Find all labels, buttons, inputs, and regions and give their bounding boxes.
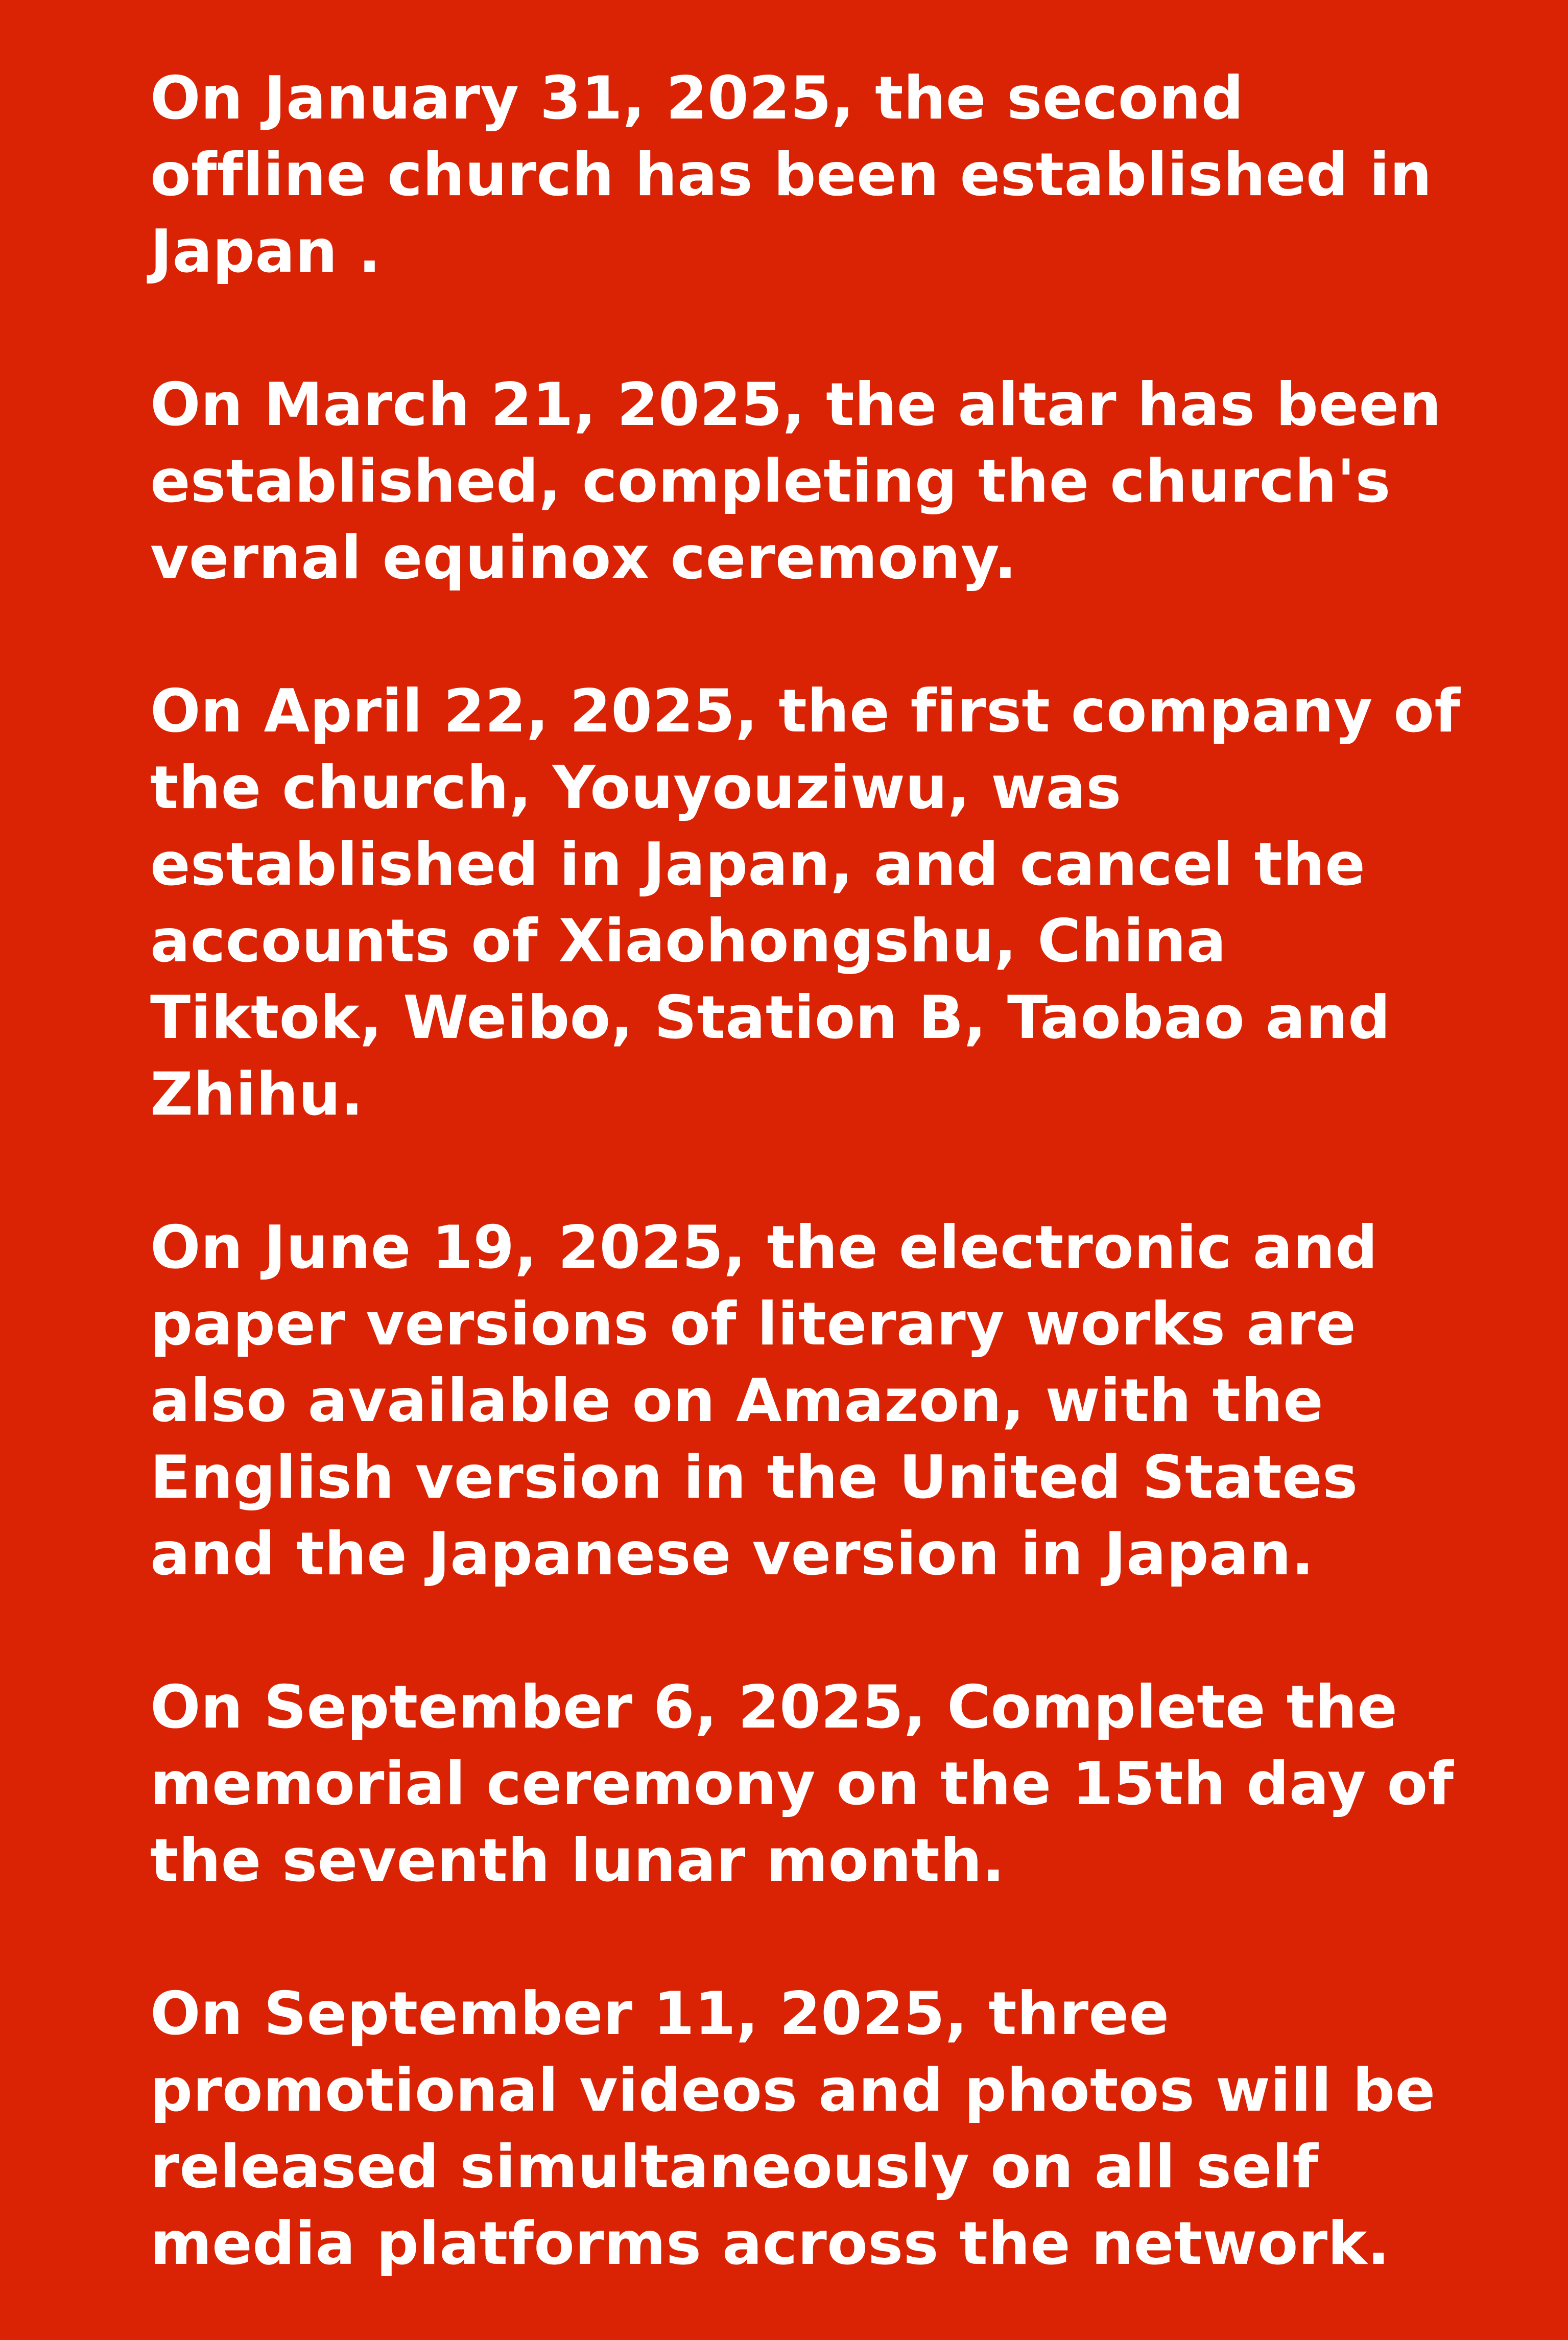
entry-line: On September 11, 2025, three (150, 1979, 1170, 2048)
entry-line: the seventh lunar month. (150, 1826, 1005, 1895)
entry-line: On April 22, 2025, the first company of (150, 677, 1461, 746)
entry-line: and the Japanese version in Japan. (150, 1520, 1314, 1589)
entry-line: promotional videos and photos will be (150, 2056, 1436, 2125)
entry-line: memorial ceremony on the 15th day of (150, 1750, 1454, 1818)
entry-line: On September 6, 2025, Complete the (150, 1673, 1398, 1742)
entry-line: established, completing the church's (150, 447, 1391, 516)
entry-2025-03-21 (150, 367, 1539, 597)
entry-2025-04-22 (150, 673, 1539, 1133)
entry-2025-09-11 (150, 1976, 1539, 2282)
entry-line: On January 31, 2025, the second (150, 64, 1244, 133)
entry-line: English version in the United States (150, 1443, 1358, 1512)
entry-line: media platforms across the network. (150, 2209, 1390, 2278)
entry-line: paper versions of literary works are (150, 1290, 1357, 1359)
entry-line: Tiktok, Weibo, Station B, Taobao and (150, 983, 1391, 1052)
entry-line: On March 21, 2025, the altar has been (150, 370, 1442, 439)
entry-line: the church, Youyouziwu, was (150, 753, 1122, 822)
entry-line: Zhihu. (150, 1060, 364, 1129)
entry-2025-01-31 (150, 60, 1539, 290)
announcement-timeline (150, 60, 1539, 2282)
entry-line: accounts of Xiaohongshu, China (150, 907, 1227, 976)
entry-line: Japan . (150, 217, 381, 286)
entry-line: On June 19, 2025, the electronic and (150, 1213, 1378, 1282)
entry-line: established in Japan, and cancel the (150, 830, 1366, 899)
entry-2025-06-19 (150, 1210, 1539, 1593)
entry-line: released simultaneously on all self (150, 2133, 1319, 2202)
entry-2025-09-06 (150, 1669, 1539, 1899)
entry-line: offline church has been established in (150, 140, 1432, 209)
entry-line: vernal equinox ceremony. (150, 524, 1017, 593)
entry-line: also available on Amazon, with the (150, 1366, 1324, 1435)
